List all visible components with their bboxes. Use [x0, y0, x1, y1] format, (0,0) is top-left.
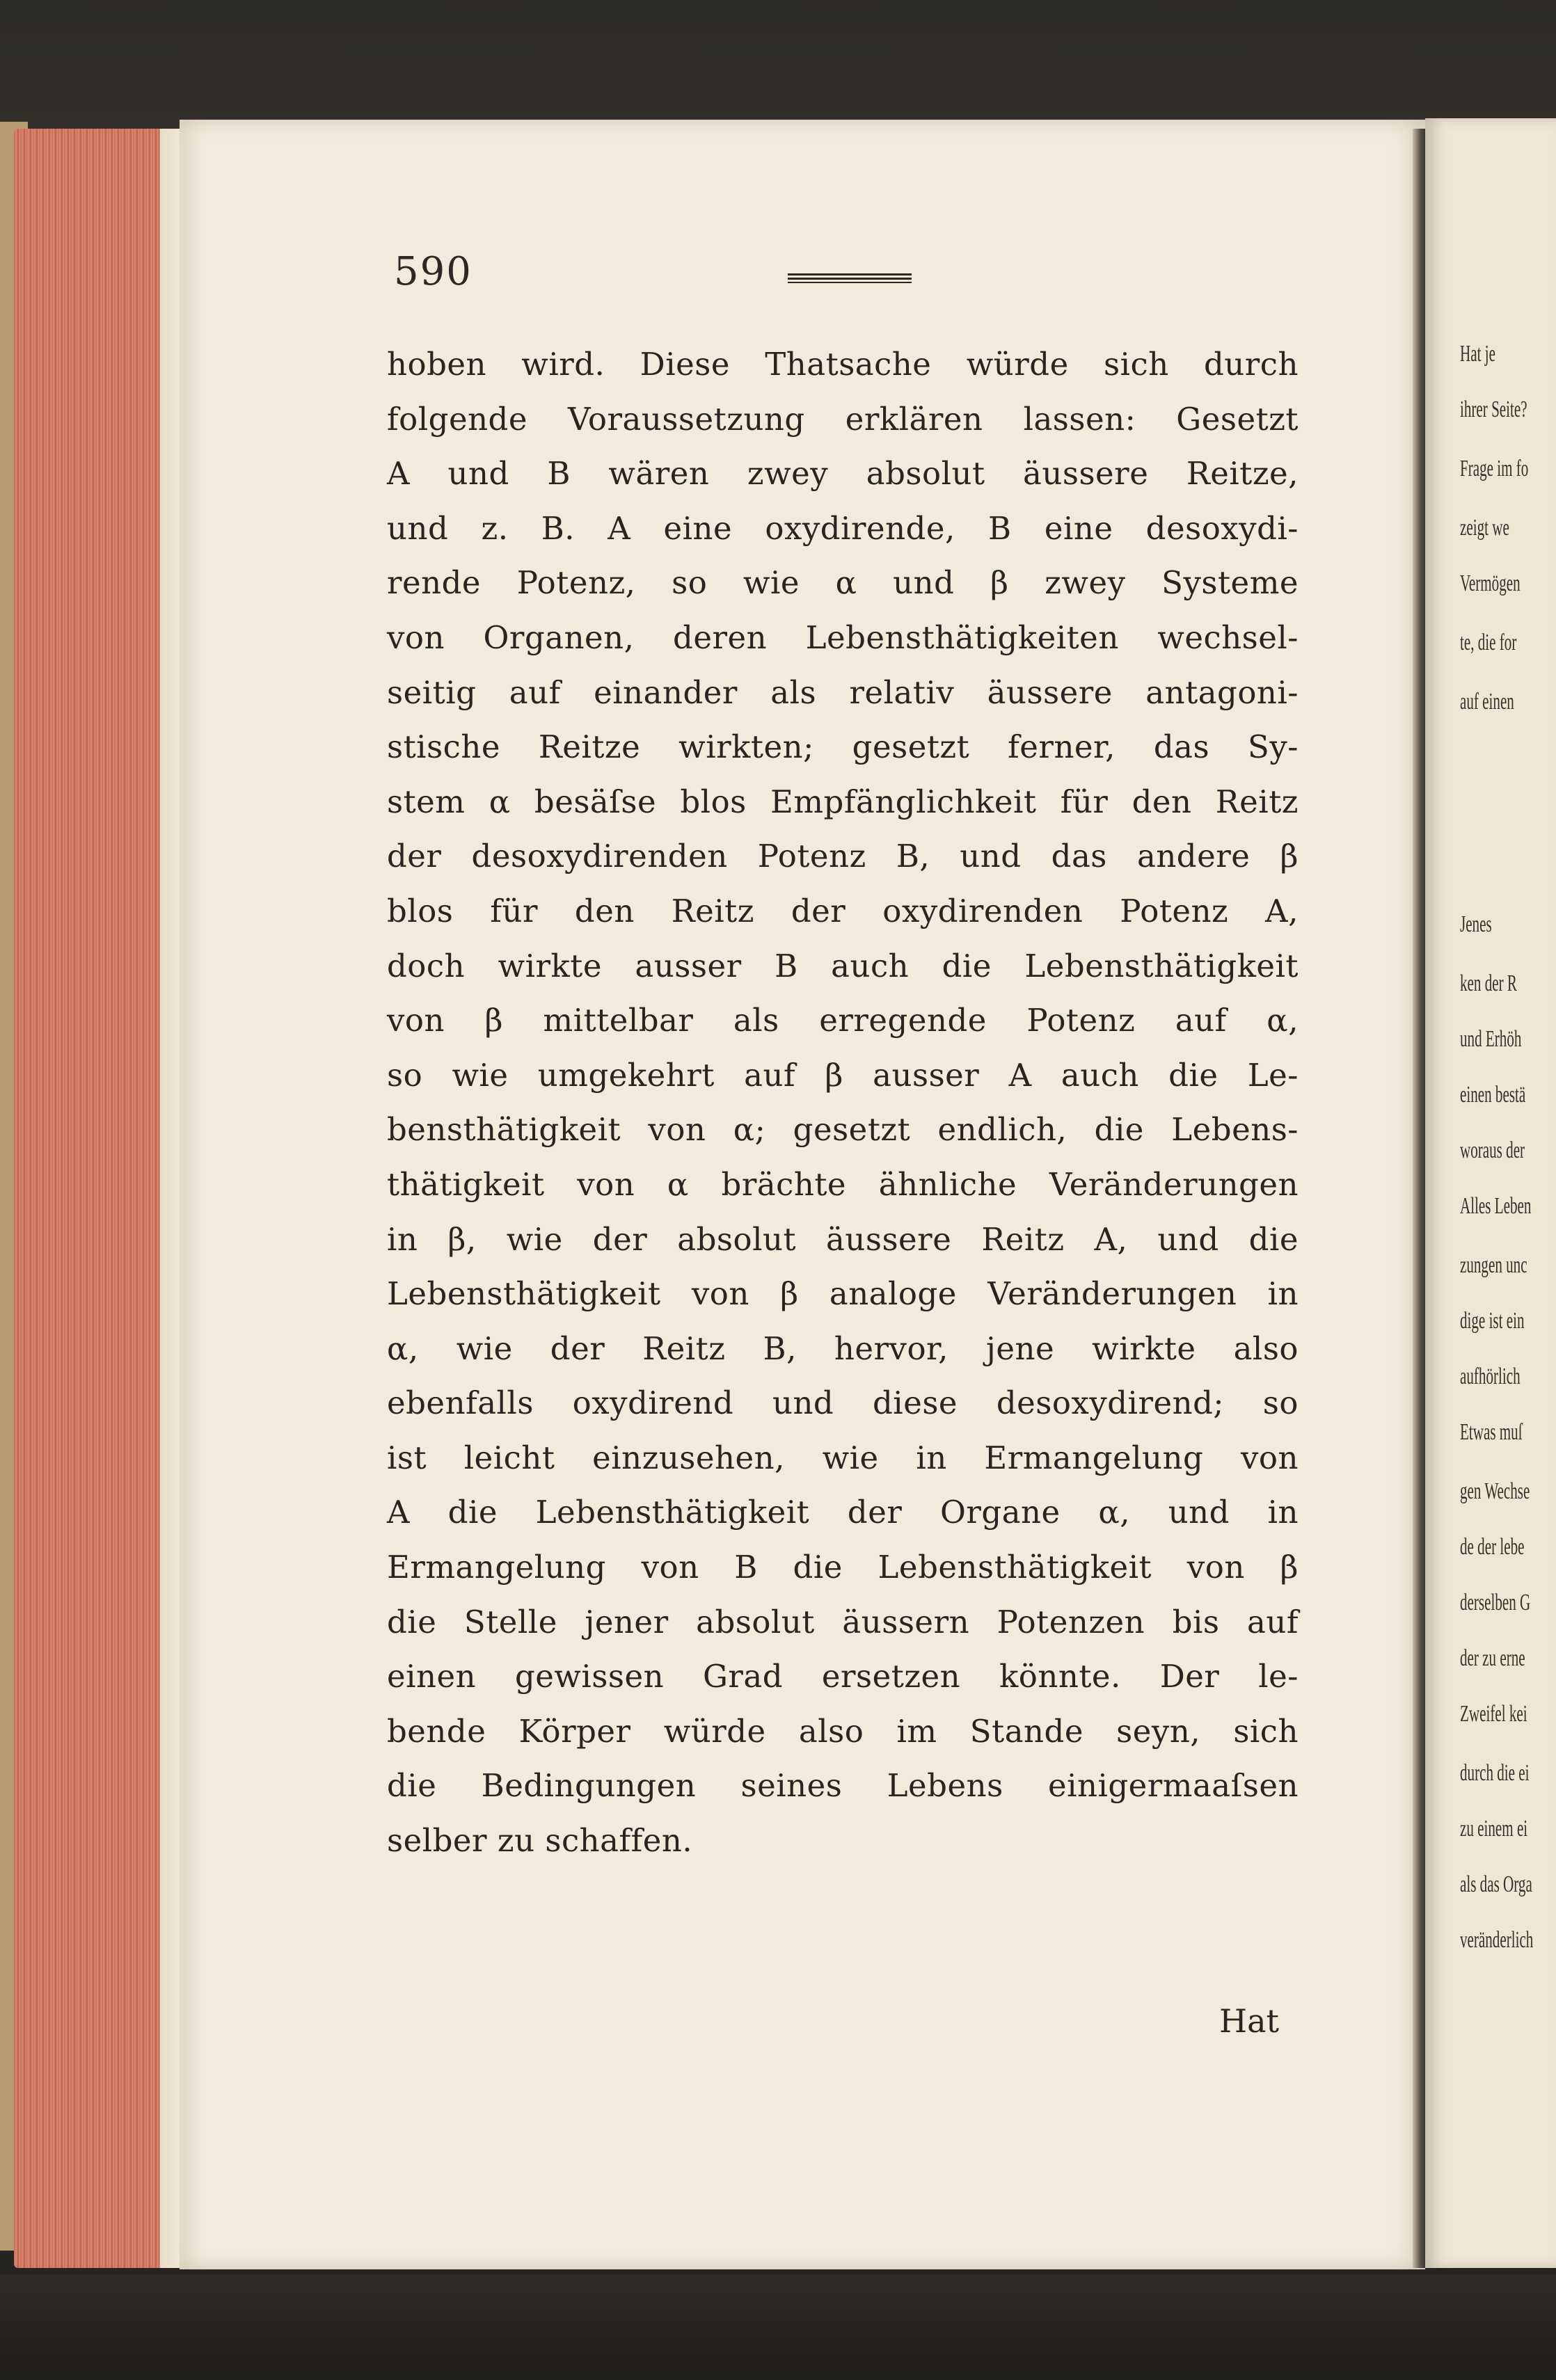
page-edges: [14, 129, 167, 2268]
background-top: [0, 0, 1556, 132]
right-page-line: durch die ei: [1460, 1760, 1530, 1786]
text-line: rende Potenz, so wie α und β zwey Systeme: [387, 564, 1299, 602]
right-page-line: aufhörlich: [1460, 1364, 1521, 1389]
text-line: von β mittelbar als erregende Potenz auf α,: [387, 1002, 1299, 1039]
text-line: A die Lebensthätigkeit der Organe α, und in: [387, 1494, 1299, 1531]
text-line: die Stelle jener absolut äussern Potenzen bis auf: [387, 1603, 1299, 1640]
right-page-line: dige ist ein: [1460, 1308, 1525, 1334]
text-line: A und B wären zwey absolut äussere Reitze,: [387, 455, 1299, 493]
text-line: bensthätigkeit von α; gesetzt endlich, die Lebens-: [387, 1111, 1299, 1149]
right-page-line: de der lebe: [1460, 1534, 1525, 1560]
right-page-line: te, die for: [1460, 630, 1517, 655]
right-page-line: Alles Leben: [1460, 1193, 1532, 1219]
right-page-line: Hat je: [1460, 341, 1495, 367]
text-line: die Bedingungen seines Lebens einigermaaſsen: [387, 1767, 1299, 1805]
text-line: von Organen, deren Lebensthätigkeiten wechsel-: [387, 618, 1299, 656]
right-page-line: Zweifel kei: [1460, 1701, 1527, 1727]
text-line: stem α besäſse blos Empfänglichkeit für den Reitz: [387, 783, 1299, 820]
right-page-line: auf einen: [1460, 689, 1514, 714]
right-page-line: zu einem ei: [1460, 1816, 1528, 1842]
right-page-line: gen Wechse: [1460, 1478, 1530, 1504]
right-page-line: derselben G: [1460, 1590, 1531, 1615]
text-line: einen gewissen Grad ersetzen könnte. Der le-: [387, 1658, 1299, 1695]
right-page-line: zeigt we: [1460, 515, 1509, 541]
body-text: [387, 337, 1299, 1869]
right-page-line: zungen unc: [1460, 1252, 1527, 1278]
text-line: ist leicht einzusehen, wie in Ermangelung von: [387, 1439, 1299, 1476]
right-page-line: als das Orga: [1460, 1871, 1532, 1897]
text-line: α, wie der Reitz B, hervor, jene wirkte also: [387, 1329, 1299, 1367]
right-page-line: Frage im fo: [1460, 456, 1529, 481]
right-page-line: Vermögen: [1460, 570, 1521, 596]
right-page-line: Etwas muſ: [1460, 1419, 1523, 1445]
text-line: so wie umgekehrt auf β ausser A auch die Le-: [387, 1056, 1299, 1094]
text-line: in β, wie der absolut äussere Reitz A, und die: [387, 1220, 1299, 1258]
text-line: stische Reitze wirkten; gesetzt ferner, das Sy-: [387, 728, 1299, 766]
right-page-line: der zu erne: [1460, 1645, 1525, 1671]
text-line: bende Körper würde also im Stande seyn, sich: [387, 1712, 1299, 1750]
text-line: und z. B. A eine oxydirende, B eine desoxydi-: [387, 509, 1299, 547]
catchword: Hat: [1219, 2002, 1280, 2040]
text-line: hoben wird. Diese Thatsache würde sich durch: [387, 346, 1299, 383]
page-edge-shade: [160, 129, 181, 2268]
text-line: der desoxydirenden Potenz B, und das andere β: [387, 838, 1299, 875]
right-page-line: und Erhöh: [1460, 1026, 1522, 1052]
text-line: Lebensthätigkeit von β analoge Veränderungen in: [387, 1275, 1299, 1313]
text-line: Ermangelung von B die Lebensthätigkeit von β: [387, 1549, 1299, 1586]
text-line: ebenfalls oxydirend und diese desoxydirend; so: [387, 1384, 1299, 1422]
text-line: doch wirkte ausser B auch die Lebensthätigkeit: [387, 947, 1299, 984]
right-page-line: woraus der: [1460, 1137, 1525, 1163]
text-line: selber zu schaffen.: [387, 1822, 693, 1860]
header-ornament: [788, 273, 912, 283]
text-line: seitig auf einander als relativ äussere antagoni-: [387, 673, 1299, 711]
text-line: blos für den Reitz der oxydirenden Potenz A,: [387, 892, 1299, 929]
page-number: 590: [394, 249, 473, 294]
right-page-line: veränderlich: [1460, 1927, 1534, 1953]
right-page-line: einen bestä: [1460, 1082, 1526, 1108]
background-bottom: [0, 2275, 1556, 2380]
right-page-line: Jenes: [1460, 911, 1492, 937]
text-line: folgende Voraussetzung erklären lassen: Gesetzt: [387, 400, 1299, 438]
right-page-line: ihrer Seite?: [1460, 397, 1527, 422]
text-line: thätigkeit von α brächte ähnliche Veränderungen: [387, 1165, 1299, 1203]
right-page-line: ken der R: [1460, 971, 1517, 996]
